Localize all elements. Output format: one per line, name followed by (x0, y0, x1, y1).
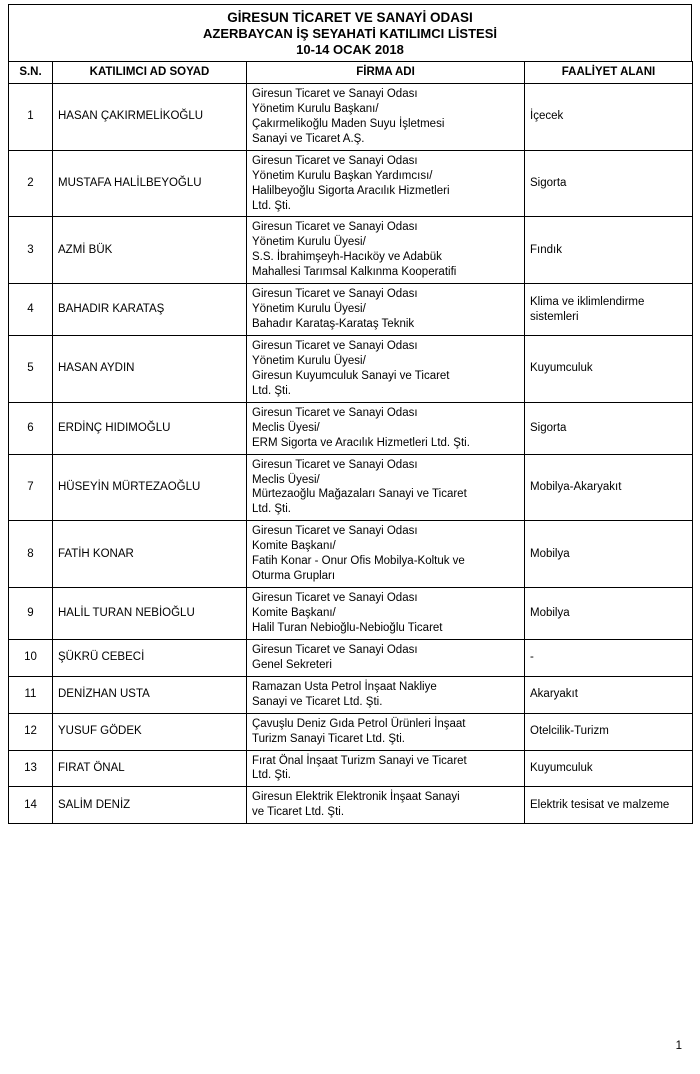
firm-line: Mürtezaoğlu Mağazaları Sanayi ve Ticaret (252, 488, 467, 501)
firm-line: Ltd. Şti. (252, 199, 291, 212)
cell-participant-name: HASAN AYDIN (53, 336, 247, 403)
table-row (9, 83, 693, 150)
document-title-block (8, 4, 692, 61)
firm-line: Genel Sekreteri (252, 658, 332, 671)
cell-firm-name (247, 284, 525, 336)
cell-activity-area: Klima ve iklimlendirme sistemleri (525, 284, 693, 336)
cell-sn: 12 (9, 713, 53, 750)
table-row (9, 454, 693, 521)
table-row (9, 787, 693, 824)
table-row (9, 402, 693, 454)
cell-sn: 7 (9, 454, 53, 521)
cell-participant-name: FIRAT ÖNAL (53, 750, 247, 787)
cell-participant-name: HALİL TURAN NEBİOĞLU (53, 588, 247, 640)
cell-sn: 6 (9, 402, 53, 454)
cell-activity-area: Sigorta (525, 402, 693, 454)
firm-line: Yönetim Kurulu Üyesi/ (252, 354, 366, 367)
cell-activity-area: Mobilya-Akaryakıt (525, 454, 693, 521)
cell-participant-name: BAHADIR KARATAŞ (53, 284, 247, 336)
table-row (9, 521, 693, 588)
cell-sn: 2 (9, 150, 53, 217)
cell-participant-name: ERDİNÇ HIDIMOĞLU (53, 402, 247, 454)
firm-line: Yönetim Kurulu Başkanı/ (252, 102, 379, 115)
table-row (9, 588, 693, 640)
cell-sn: 4 (9, 284, 53, 336)
cell-participant-name: YUSUF GÖDEK (53, 713, 247, 750)
document-title-line-1: GİRESUN TİCARET VE SANAYİ ODASI (227, 10, 473, 25)
firm-line: Giresun Ticaret ve Sanayi Odası (252, 643, 418, 656)
cell-participant-name: HÜSEYİN MÜRTEZAOĞLU (53, 454, 247, 521)
table-row (9, 150, 693, 217)
column-header-sn: S.N. (9, 62, 53, 84)
cell-sn: 1 (9, 83, 53, 150)
cell-activity-area: Kuyumculuk (525, 750, 693, 787)
firm-line: Sanayi ve Ticaret A.Ş. (252, 132, 365, 145)
cell-firm-name (247, 150, 525, 217)
firm-line: Halil Turan Nebioğlu-Nebioğlu Ticaret (252, 621, 443, 634)
firm-line: Çavuşlu Deniz Gıda Petrol Ürünleri İnşaat (252, 717, 466, 730)
cell-firm-name (247, 713, 525, 750)
firm-line: ERM Sigorta ve Aracılık Hizmetleri Ltd. Şti. (252, 436, 470, 449)
cell-participant-name: SALİM DENİZ (53, 787, 247, 824)
cell-sn: 3 (9, 217, 53, 284)
firm-line: Sanayi ve Ticaret Ltd. Şti. (252, 695, 383, 708)
firm-line: Yönetim Kurulu Üyesi/ (252, 236, 366, 249)
cell-firm-name (247, 639, 525, 676)
participants-table (8, 61, 693, 824)
firm-line: Giresun Ticaret ve Sanayi Odası (252, 592, 418, 605)
firm-line: Ltd. Şti. (252, 503, 291, 516)
cell-activity-area: Sigorta (525, 150, 693, 217)
firm-line: Bahadır Karataş-Karataş Teknik (252, 318, 415, 331)
cell-activity-area: Otelcilik-Turizm (525, 713, 693, 750)
firm-line: Giresun Ticaret ve Sanayi Odası (252, 406, 418, 419)
cell-participant-name: DENİZHAN USTA (53, 676, 247, 713)
cell-sn: 10 (9, 639, 53, 676)
firm-line: Fatih Konar - Onur Ofis Mobilya-Koltuk ve (252, 555, 465, 568)
cell-activity-area: İçecek (525, 83, 693, 150)
firm-line: Meclis Üyesi/ (252, 421, 320, 434)
firm-line: Ramazan Usta Petrol İnşaat Nakliye (252, 680, 437, 693)
cell-participant-name: HASAN ÇAKIRMELİKOĞLU (53, 83, 247, 150)
cell-sn: 11 (9, 676, 53, 713)
cell-participant-name: FATİH KONAR (53, 521, 247, 588)
firm-line: Giresun Ticaret ve Sanayi Odası (252, 221, 418, 234)
firm-line: Giresun Ticaret ve Sanayi Odası (252, 87, 418, 100)
cell-activity-area: Mobilya (525, 588, 693, 640)
cell-participant-name: ŞÜKRÜ CEBECİ (53, 639, 247, 676)
firm-line: Ltd. Şti. (252, 769, 291, 782)
cell-activity-area: Akaryakıt (525, 676, 693, 713)
cell-firm-name (247, 217, 525, 284)
firm-line: S.S. İbrahimşeyh-Hacıköy ve Adabük (252, 251, 442, 264)
firm-line: Turizm Sanayi Ticaret Ltd. Şti. (252, 732, 405, 745)
cell-sn: 8 (9, 521, 53, 588)
cell-firm-name (247, 83, 525, 150)
cell-activity-area: Elektrik tesisat ve malzeme (525, 787, 693, 824)
firm-line: Çakırmelikoğlu Maden Suyu İşletmesi (252, 117, 445, 130)
firm-line: Giresun Elektrik Elektronik İnşaat Sanayi (252, 791, 460, 804)
cell-activity-area: - (525, 639, 693, 676)
table-row (9, 639, 693, 676)
firm-line: Mahallesi Tarımsal Kalkınma Kooperatifi (252, 266, 457, 279)
firm-line: Giresun Ticaret ve Sanayi Odası (252, 458, 418, 471)
table-row (9, 336, 693, 403)
firm-line: Oturma Grupları (252, 570, 336, 583)
table-row (9, 750, 693, 787)
cell-participant-name: MUSTAFA HALİLBEYOĞLU (53, 150, 247, 217)
firm-line: Ltd. Şti. (252, 384, 291, 397)
cell-firm-name (247, 521, 525, 588)
firm-line: Giresun Kuyumculuk Sanayi ve Ticaret (252, 369, 450, 382)
table-row (9, 713, 693, 750)
cell-firm-name (247, 336, 525, 403)
cell-firm-name (247, 676, 525, 713)
cell-firm-name (247, 787, 525, 824)
document-title-line-2: AZERBAYCAN İŞ SEYAHATİ KATILIMCI LİSTESİ (203, 26, 497, 41)
cell-sn: 9 (9, 588, 53, 640)
table-row (9, 284, 693, 336)
cell-firm-name (247, 750, 525, 787)
column-header-area: FAALİYET ALANI (525, 62, 693, 84)
column-header-name: KATILIMCI AD SOYAD (53, 62, 247, 84)
column-header-firm: FİRMA ADI (247, 62, 525, 84)
firm-line: Halilbeyoğlu Sigorta Aracılık Hizmetleri (252, 184, 450, 197)
firm-line: Yönetim Kurulu Başkan Yardımcısı/ (252, 169, 433, 182)
firm-line: Giresun Ticaret ve Sanayi Odası (252, 154, 418, 167)
cell-sn: 5 (9, 336, 53, 403)
firm-line: Meclis Üyesi/ (252, 473, 320, 486)
firm-line: Giresun Ticaret ve Sanayi Odası (252, 288, 418, 301)
firm-line: Giresun Ticaret ve Sanayi Odası (252, 525, 418, 538)
firm-line: Giresun Ticaret ve Sanayi Odası (252, 340, 418, 352)
page-number: 1 (675, 1040, 682, 1052)
firm-line: ve Ticaret Ltd. Şti. (252, 806, 345, 819)
table-row (9, 217, 693, 284)
firm-line: Yönetim Kurulu Üyesi/ (252, 303, 366, 316)
document-title-line-3: 10-14 OCAK 2018 (296, 42, 404, 57)
cell-activity-area: Kuyumculuk (525, 336, 693, 403)
cell-participant-name: AZMİ BÜK (53, 217, 247, 284)
firm-line: Komite Başkanı/ (252, 607, 336, 619)
table-header-row (9, 62, 693, 84)
cell-sn: 14 (9, 787, 53, 824)
cell-activity-area: Mobilya (525, 521, 693, 588)
cell-firm-name (247, 454, 525, 521)
cell-activity-area: Fındık (525, 217, 693, 284)
table-row (9, 676, 693, 713)
cell-firm-name (247, 402, 525, 454)
cell-sn: 13 (9, 750, 53, 787)
cell-firm-name (247, 588, 525, 640)
firm-line: Fırat Önal İnşaat Turizm Sanayi ve Ticaret (252, 754, 467, 767)
firm-line: Komite Başkanı/ (252, 540, 336, 553)
